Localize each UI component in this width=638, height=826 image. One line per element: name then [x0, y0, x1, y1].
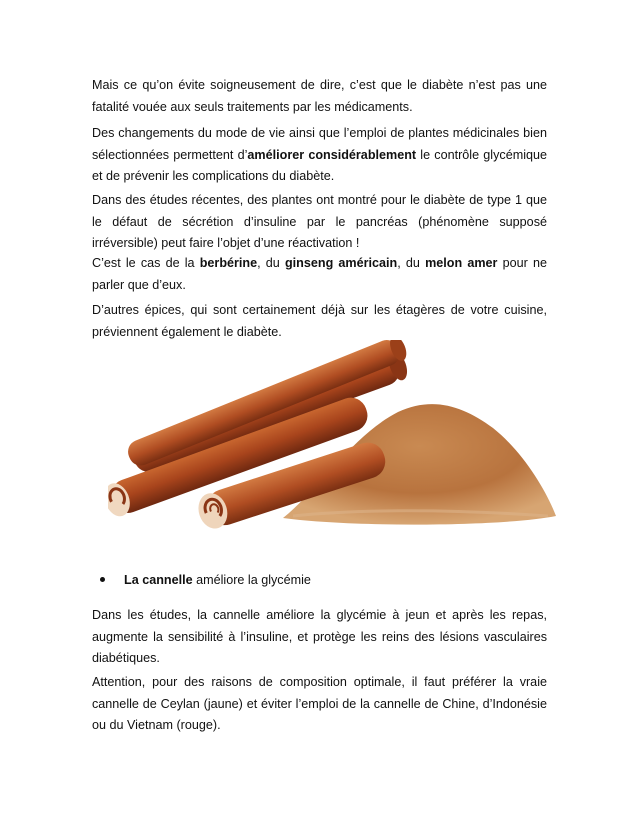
paragraph-plants-text-a: C’est le cas de la	[92, 256, 200, 270]
paragraph-lifestyle-text-a: Des changements du mode de vie ainsi que l’emploi de plantes médicinales bien sélectionnées permettent d’	[92, 126, 547, 162]
paragraph-intro	[92, 75, 547, 118]
plant-bitter-melon: melon amer	[425, 256, 498, 270]
paragraph-spices	[92, 300, 547, 343]
bullet-icon	[100, 577, 105, 582]
paragraph-lifestyle-text-c: le contrôle glycémique et de prévenir les complications du diabète.	[92, 147, 548, 183]
cinnamon-image	[108, 340, 558, 530]
paragraph-plants-text-e: , du	[397, 256, 426, 270]
bullet-item-bold: La cannelle	[124, 573, 193, 587]
paragraph-spices-text: D’autres épices, qui sont certainement déjà sur les étagères de votre cuisine, préviennent également le diabète.	[92, 303, 547, 339]
paragraph-studies-text: Dans des études récentes, des plantes ont montré pour le diabète de type 1 que le défaut de sécrétion d’insuline par le pancréas (phénomène supposé irréversible) peut faire l’objet d’une réactivation !	[92, 193, 547, 250]
paragraph-plants	[92, 253, 547, 296]
paragraph-cinnamon-studies-text: Dans les études, la cannelle améliore la glycémie à jeun et après les repas, augmente la sensibilité à l’insuline, et protège les reins des lésions vasculaires diabétiques.	[92, 608, 547, 665]
paragraph-studies	[92, 190, 547, 255]
bullet-item-cannelle	[100, 570, 311, 592]
paragraph-lifestyle	[92, 123, 547, 188]
paragraph-warning-text: Attention, pour des raisons de composition optimale, il faut préférer la vraie cannelle de Ceylan (jaune) et éviter l’emploi de la cannelle de Chine, d’Indonésie ou du Vietnam (rouge).	[92, 675, 547, 732]
plant-berberine: berbérine	[199, 256, 258, 270]
plant-ginseng: ginseng américain	[284, 256, 398, 270]
paragraph-warning	[92, 672, 547, 737]
paragraph-cinnamon-studies	[92, 605, 547, 670]
paragraph-plants-text-c: , du	[257, 256, 285, 270]
paragraph-intro-text: Mais ce qu’on évite soigneusement de dire, c’est que le diabète n’est pas une fatalité vouée aux seuls traitements par les médicaments.	[92, 78, 547, 114]
cinnamon-illustration	[108, 340, 558, 530]
paragraph-lifestyle-emphasis: améliorer considérablement	[247, 147, 417, 162]
bullet-item-text: améliore la glycémie	[192, 573, 311, 587]
paragraph-plants-text-g: pour ne parler que d’eux.	[92, 256, 547, 292]
